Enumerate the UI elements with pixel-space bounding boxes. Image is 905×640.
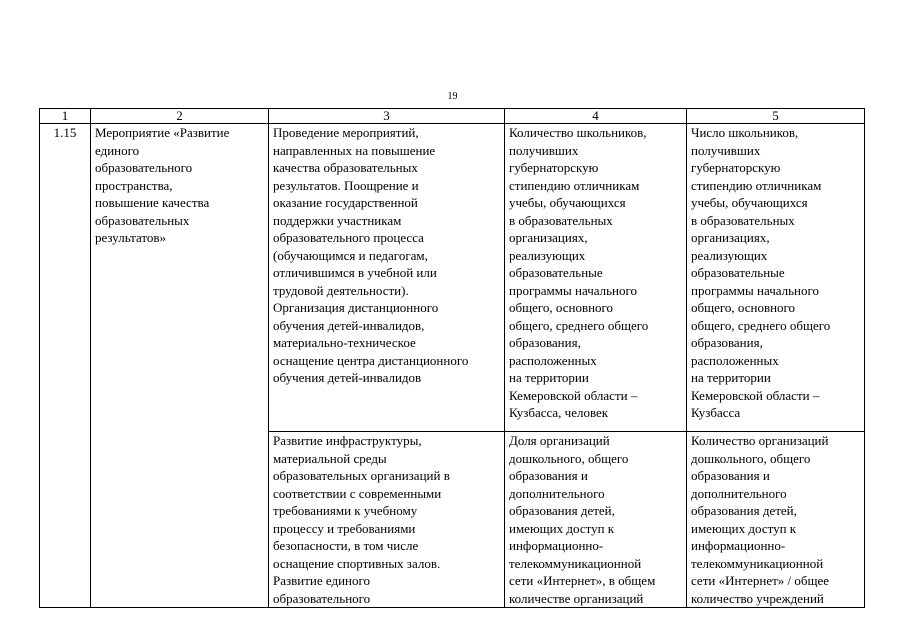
cell-text-line: качества образовательных [273,160,418,175]
cell-text-line: губернаторскую [509,160,599,175]
cell-text-line: Кузбасса, человек [509,405,609,420]
calculation-cell [687,432,865,608]
cell-text-line: информационно- [691,538,786,553]
cell-text-line: дополнительного [509,485,605,501]
indicator-cell [505,432,687,608]
cell-text-line: образования, [691,335,763,350]
cell-text-line: реализующих [509,247,586,263]
cell-text-line: получивших [691,142,761,158]
cell-text-line: оказание государственной [273,195,418,210]
cell-text-line: на территории [509,370,589,385]
cell-text-line: учебы, обучающихся [691,195,808,210]
cell-text-line: результатов. Поощрение и [273,177,419,193]
cell-text-line: дошкольного, общего [691,450,811,466]
cell-text-line: соответствии с современными [273,485,442,501]
cell-text-line: (обучающимся и педагогам, [273,247,428,263]
cell-text-line: учебы, обучающихся [509,195,626,210]
cell-text-line: оснащение центра дистанционного [273,352,469,368]
cell-text-line: программы начального [691,282,820,298]
cell-text-line: трудовой деятельности). [273,282,409,298]
cell-text-line: образовательного процесса [273,230,424,245]
cell-text-line: дополнительного [691,485,787,501]
cell-text-line: имеющих доступ к [509,520,615,536]
cell-text-line: губернаторскую [691,160,781,175]
cell-text-line: поддержки участникам [273,212,402,228]
calculation-cell [687,124,865,432]
cell-text-line: образования и [691,468,770,483]
cell-text-line: стипендию отличникам [509,177,640,193]
cell-text-line: количестве организаций [509,590,644,606]
cell-text-line: образовательного [95,160,193,175]
cell-text-line: Количество организаций [691,433,829,448]
header-col-2: 2 [91,109,269,124]
cell-text-line: Организация дистанционного [273,300,439,315]
activity-cell [269,432,505,608]
cell-text-line: организациях, [691,230,770,245]
indicator-cell [505,124,687,432]
cell-text-line: Кемеровской области – [509,387,638,403]
header-col-4: 4 [505,109,687,124]
cell-text-line: в образовательных [509,212,613,228]
header-row [40,109,865,124]
cell-text-line: сети «Интернет», в общем [509,573,656,588]
cell-text-line: стипендию отличникам [691,177,822,193]
cell-text-line: Количество школьников, [509,125,647,140]
cell-text-line: образовательные [691,265,785,280]
cell-text-line: Число школьников, [691,125,799,140]
cell-text-line: оснащение спортивных залов. [273,555,441,571]
cell-text-line: реализующих [691,247,768,263]
header-col-5: 5 [687,109,865,124]
cell-text-line: Мероприятие «Развитие [95,125,230,140]
measure-name-cell [91,124,269,608]
cell-text-line: расположенных [509,352,597,368]
cell-text-line: образовательного [273,590,371,606]
cell-text-line: образования детей, [509,503,615,518]
cell-text-line: образовательные [509,265,603,280]
cell-text-line: сети «Интернет» / общее [691,573,830,588]
cell-text-line: программы начального [509,282,638,298]
cell-text-line: результатов» [95,230,167,245]
cell-text-line: материальной среды [273,450,387,466]
cell-text-line: Развитие единого [273,573,371,588]
cell-text-line: образовательных организаций в [273,468,450,483]
cell-text-line: общего, среднего общего [691,317,831,333]
header-col-1: 1 [40,109,91,124]
cell-text-line: информационно- [509,538,604,553]
cell-text-line: Кузбасса [691,405,741,420]
cell-text-line: материально-техническое [273,335,416,350]
measures-table [39,108,865,608]
cell-text-line: общего, основного [509,300,614,315]
cell-text-line: Доля организаций [509,433,610,448]
cell-text-line: имеющих доступ к [691,520,797,536]
cell-text-line: Проведение мероприятий, [273,125,419,140]
cell-text-line: отличившимся в учебной или [273,265,437,280]
cell-text-line: дошкольного, общего [509,450,629,466]
cell-text-line: образования, [509,335,581,350]
cell-text-line: обучения детей-инвалидов, [273,317,425,333]
cell-text-line: образования и [509,468,588,483]
cell-text-line: получивших [509,142,579,158]
cell-text-line: на территории [691,370,771,385]
cell-text-line: организациях, [509,230,588,245]
cell-text-line: образовательных [95,212,190,228]
cell-text-line: требованиями к учебному [273,503,418,518]
cell-text-line: единого [95,142,140,158]
cell-text-line: Развитие инфраструктуры, [273,433,422,448]
cell-text-line: повышение качества [95,195,210,210]
table-row [40,124,865,432]
cell-text-line: обучения детей-инвалидов [273,370,422,385]
cell-text-line: телекоммуникационной [509,555,642,571]
cell-text-line: общего, среднего общего [509,317,649,333]
header-col-3: 3 [269,109,505,124]
cell-text-line: безопасности, в том числе [273,538,419,553]
cell-text-line: в образовательных [691,212,795,228]
row-number-cell: 1.15 [40,124,91,608]
cell-text-line: процессу и требованиями [273,520,416,536]
page-number: 19 [447,91,458,102]
cell-text-line: расположенных [691,352,779,368]
cell-text-line: Кемеровской области – [691,387,820,403]
cell-text-line: образования детей, [691,503,797,518]
cell-text-line: количество учреждений [691,590,824,606]
cell-text-line: направленных на повышение [273,142,436,158]
cell-text-line: пространства, [95,177,173,193]
activity-cell [269,124,505,432]
cell-text-line: телекоммуникационной [691,555,824,571]
cell-text-line: общего, основного [691,300,796,315]
